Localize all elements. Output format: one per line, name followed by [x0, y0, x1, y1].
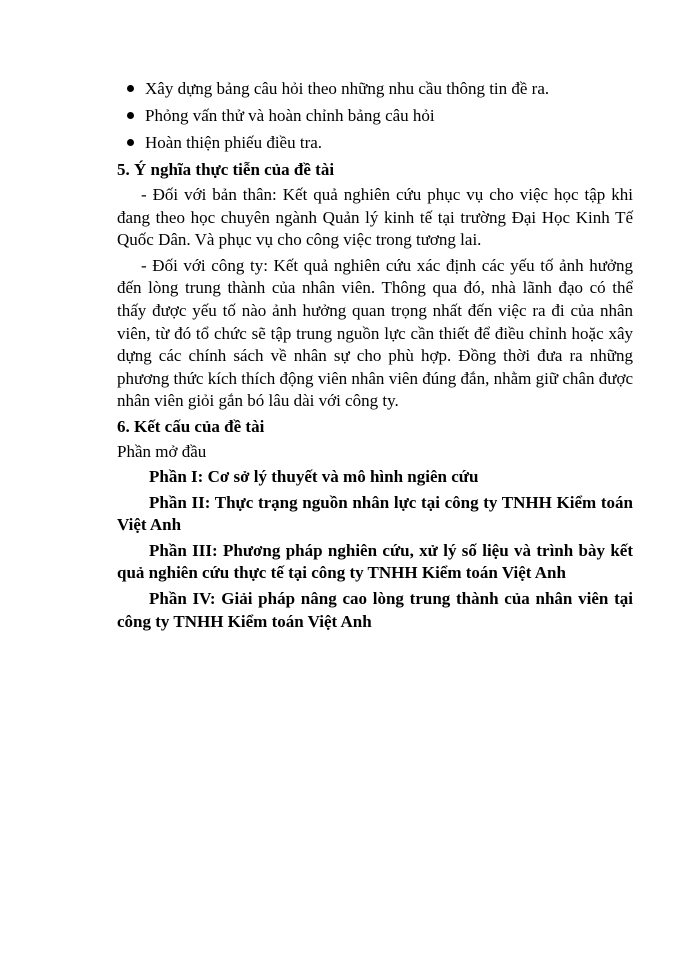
list-item	[117, 105, 633, 127]
section-6-heading: 6. Kết cấu của đề tài	[117, 416, 265, 436]
list-item-text: Hoàn thiện phiếu điều tra.	[145, 133, 323, 152]
section-6-intro: Phần mở đầu	[117, 441, 207, 461]
list-item-text: Xây dựng bảng câu hỏi theo những nhu cầu thông tin đề ra.	[145, 79, 550, 98]
section-5-heading: 5. Ý nghĩa thực tiễn của đề tài	[117, 160, 335, 179]
list-item-text: Phỏng vấn thử và hoàn chỉnh bảng câu hỏi	[145, 106, 435, 125]
bullet-list	[117, 78, 633, 154]
paragraph-company-benefit: - Đối với công ty: Kết quả nghiên cứu xác định các yếu tố ảnh hưởng đến lòng trung thành của nhân viên. Thông qua đó, nhà lãnh đạo có thể thấy được yếu tố nào ảnh hưởng quan trọng nhất đến việc ra đi của nhân viên, từ đó tổ chức sẽ tập trung nguồn lực cần thiết để điều chỉnh hoặc xây dựng các chính sách về nhân sự cho phù hợp. Đồng thời đưa ra những phương thức kích thích động viên nhân viên đúng đắn, nhằm giữ chân được nhân viên giỏi gắn bó lâu dài với công ty.	[117, 255, 633, 411]
bullet-icon	[127, 139, 134, 146]
list-item	[117, 78, 633, 100]
list-item	[117, 132, 633, 154]
paragraph-self-benefit: - Đối với bản thân: Kết quả nghiên cứu phục vụ cho việc học tập khi đang theo học chuyên ngành Quản lý kinh tế tại trường Đại Học Kinh Tế Quốc Dân. Và phục vụ cho công việc trong tương lai.	[117, 185, 633, 250]
bullet-icon	[127, 85, 134, 92]
document-page	[117, 78, 633, 636]
part-1: Phần I: Cơ sở lý thuyết và mô hình ngiên cứu	[149, 466, 479, 486]
part-3: Phần III: Phương pháp nghiên cứu, xử lý số liệu và trình bày kết quả nghiên cứu thực tế tại công ty TNHH Kiểm toán Việt Anh	[117, 540, 633, 583]
bullet-icon	[127, 112, 134, 119]
part-4: Phần IV: Giải pháp nâng cao lòng trung thành của nhân viên tại công ty TNHH Kiểm toán Việt Anh	[117, 588, 633, 631]
part-2: Phần II: Thực trạng nguồn nhân lực tại công ty TNHH Kiểm toán Việt Anh	[117, 492, 633, 535]
